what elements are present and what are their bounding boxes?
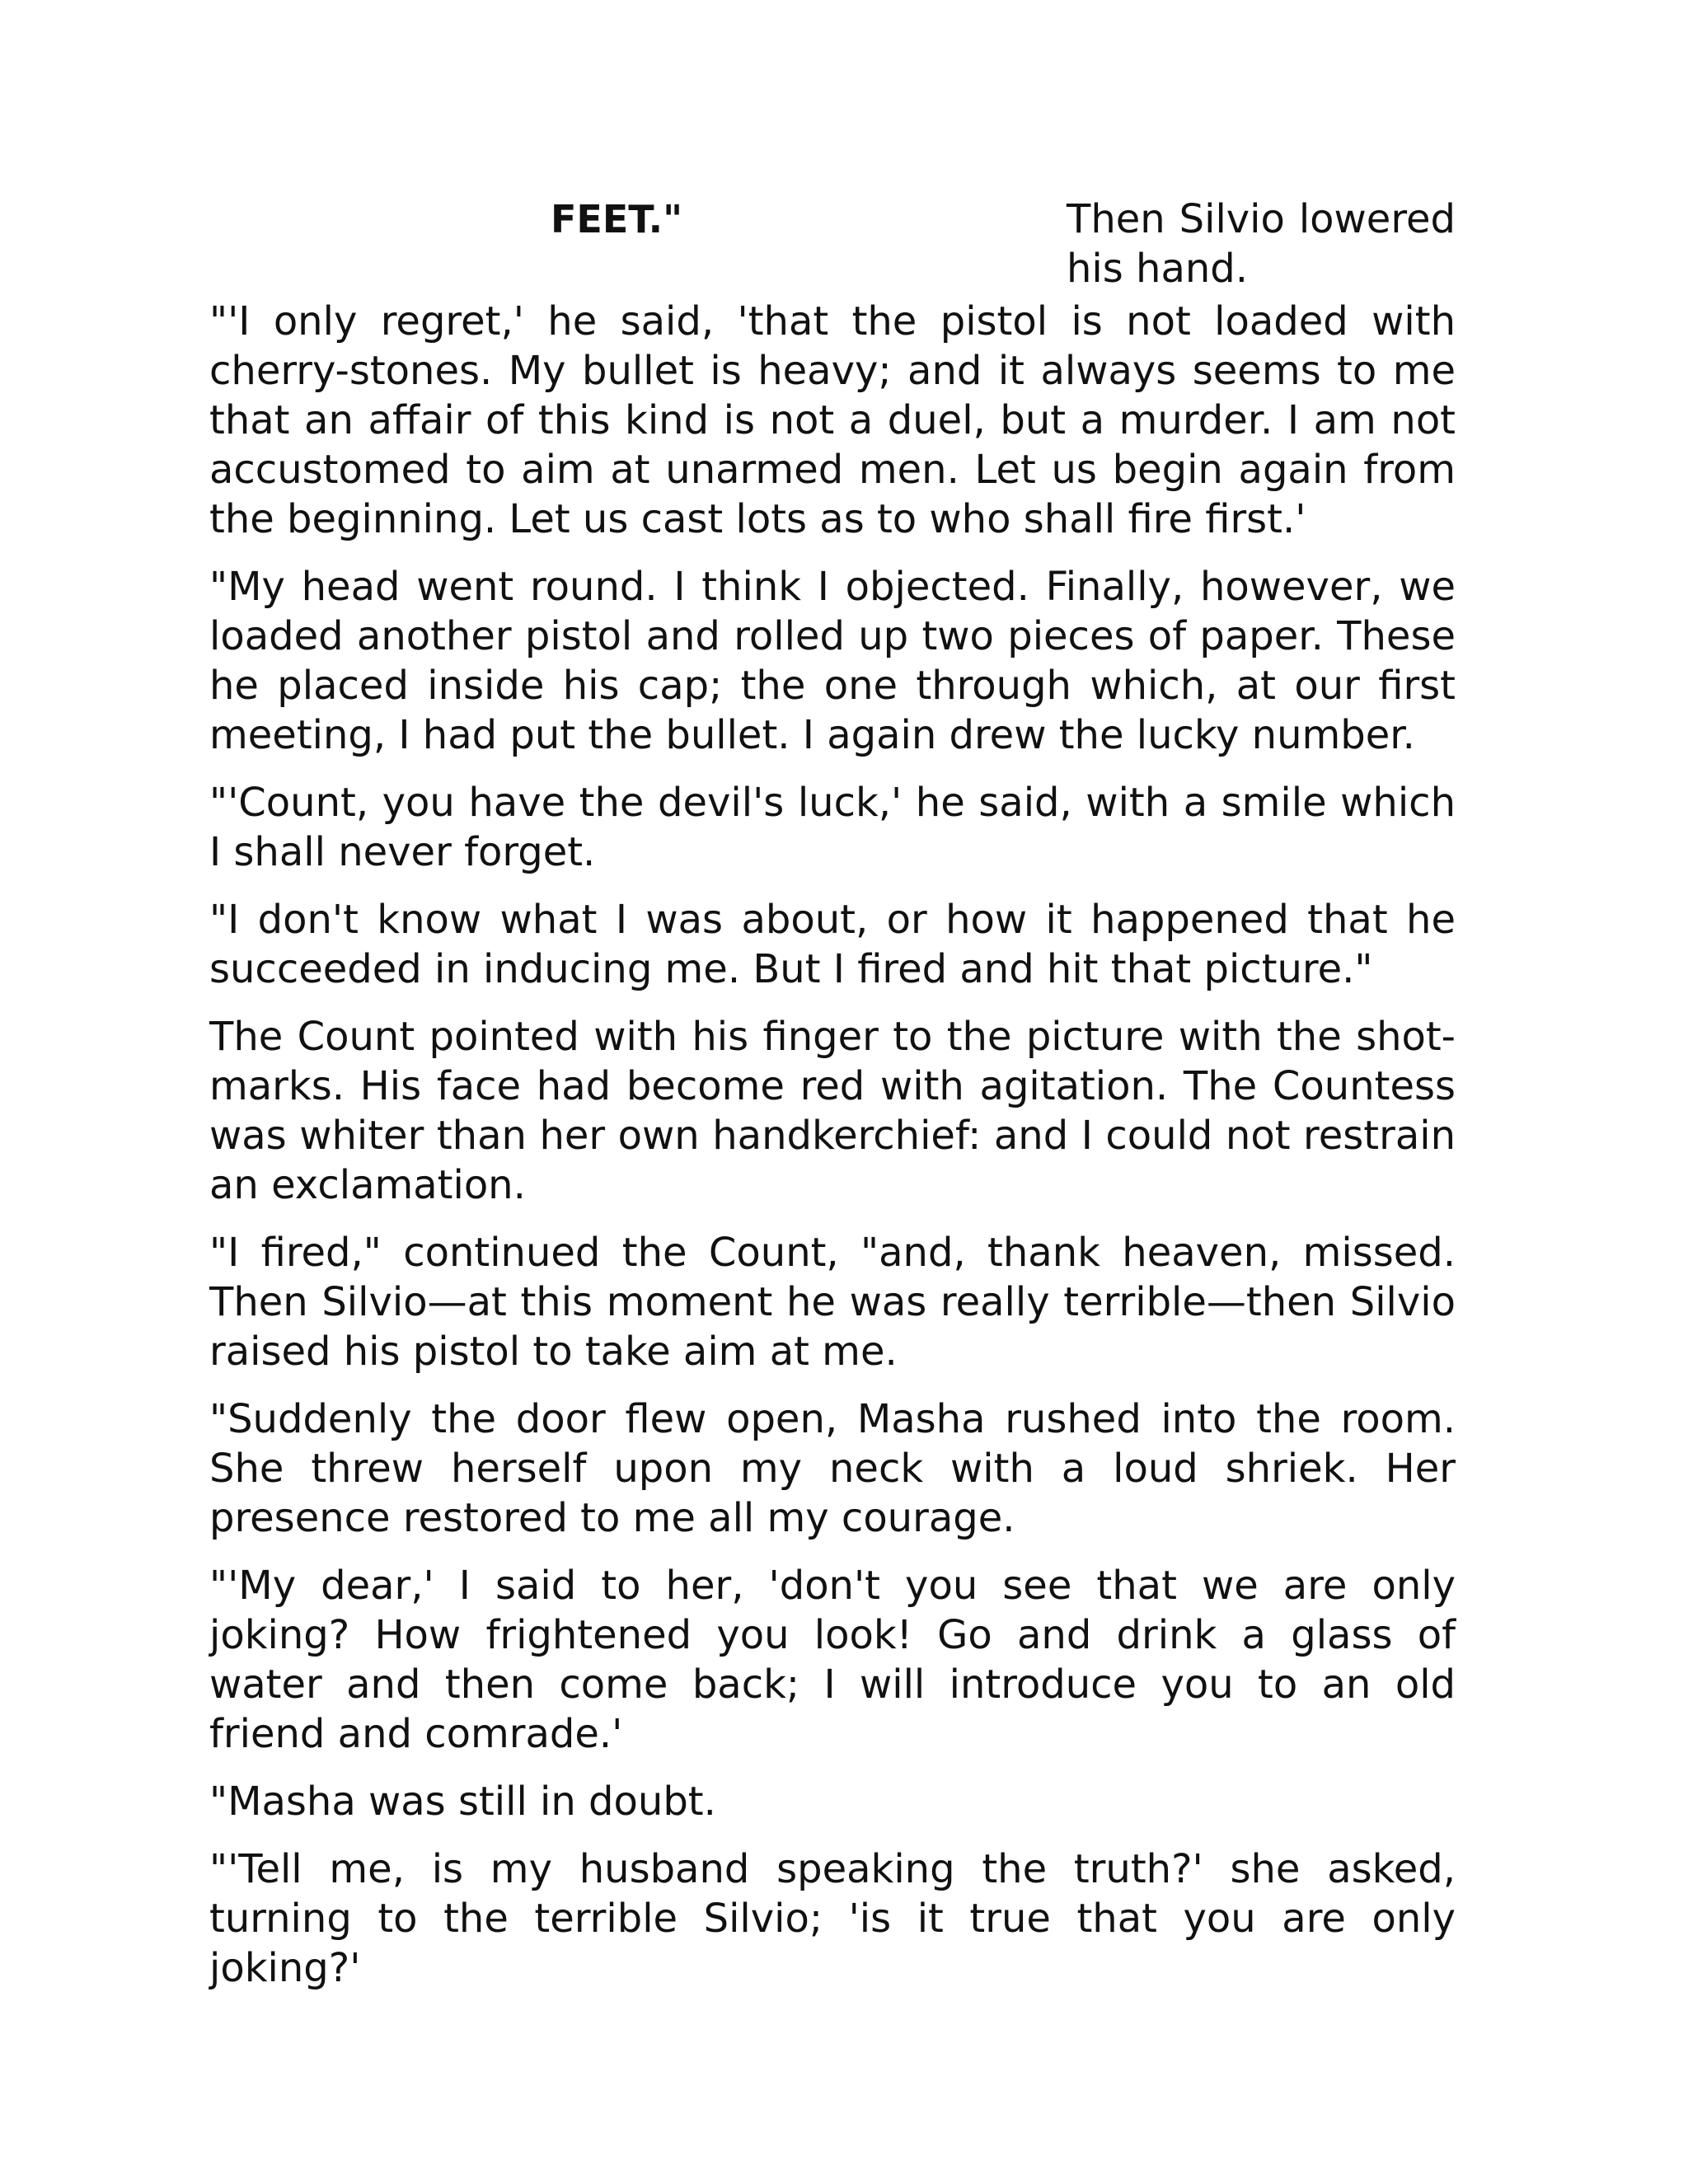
paragraph: "I don't know what I was about, or how it happened that he succeeded in inducing me. But I fired and hit that picture." <box>209 897 1456 992</box>
document-page <box>209 194 1456 1993</box>
chapter-heading-fragment: FEET." <box>551 197 683 241</box>
heading-row <box>209 194 1456 297</box>
paragraph: "'I only regret,' he said, 'that the pistol is not loaded with cherry-stones. My bullet is heavy; and it always seems to me that an affair of this kind is not a duel, but a murder. I am not accustomed to aim at unarmed men. Let us begin again from the beginning. Let us cast lots as to who shall fire first.' <box>209 298 1456 542</box>
body-text <box>209 297 1456 1993</box>
paragraph: "Suddenly the door flew open, Masha rushed into the room. She threw herself upon my neck with a loud shriek. Her presence restored to me all my courage. <box>209 1396 1456 1541</box>
paragraph: The Count pointed with his finger to the picture with the shot-marks. His face had become red with agitation. The Countess was whiter than her own handkerchief: and I could not restrain an exclamation. <box>209 1014 1456 1208</box>
paragraph: "I fired," continued the Count, "and, thank heaven, missed. Then Silvio—at this moment he was really terrible—then Silvio raised his pistol to take aim at me. <box>209 1230 1456 1375</box>
paragraph: "My head went round. I think I objected. Finally, however, we loaded another pistol and rolled up two pieces of paper. These he placed inside his cap; the one through which, at our first meeting, I had put the bullet. I again drew the lucky number. <box>209 564 1456 758</box>
paragraph: "'Count, you have the devil's luck,' he said, with a smile which I shall never forget. <box>209 780 1456 875</box>
paragraph: "Masha was still in doubt. <box>209 1779 716 1825</box>
paragraph: "'Tell me, is my husband speaking the truth?' she asked, turning to the terrible Silvio; 'is it true that you are only joking?' <box>209 1846 1456 1991</box>
paragraph: "'My dear,' I said to her, 'don't you see that we are only joking? How frightened you look! Go and drink a glass of water and then come back; I will introduce you to an old friend and comrade.' <box>209 1563 1456 1757</box>
heading-side-text: Then Silvio lowered his hand. <box>1067 196 1456 292</box>
